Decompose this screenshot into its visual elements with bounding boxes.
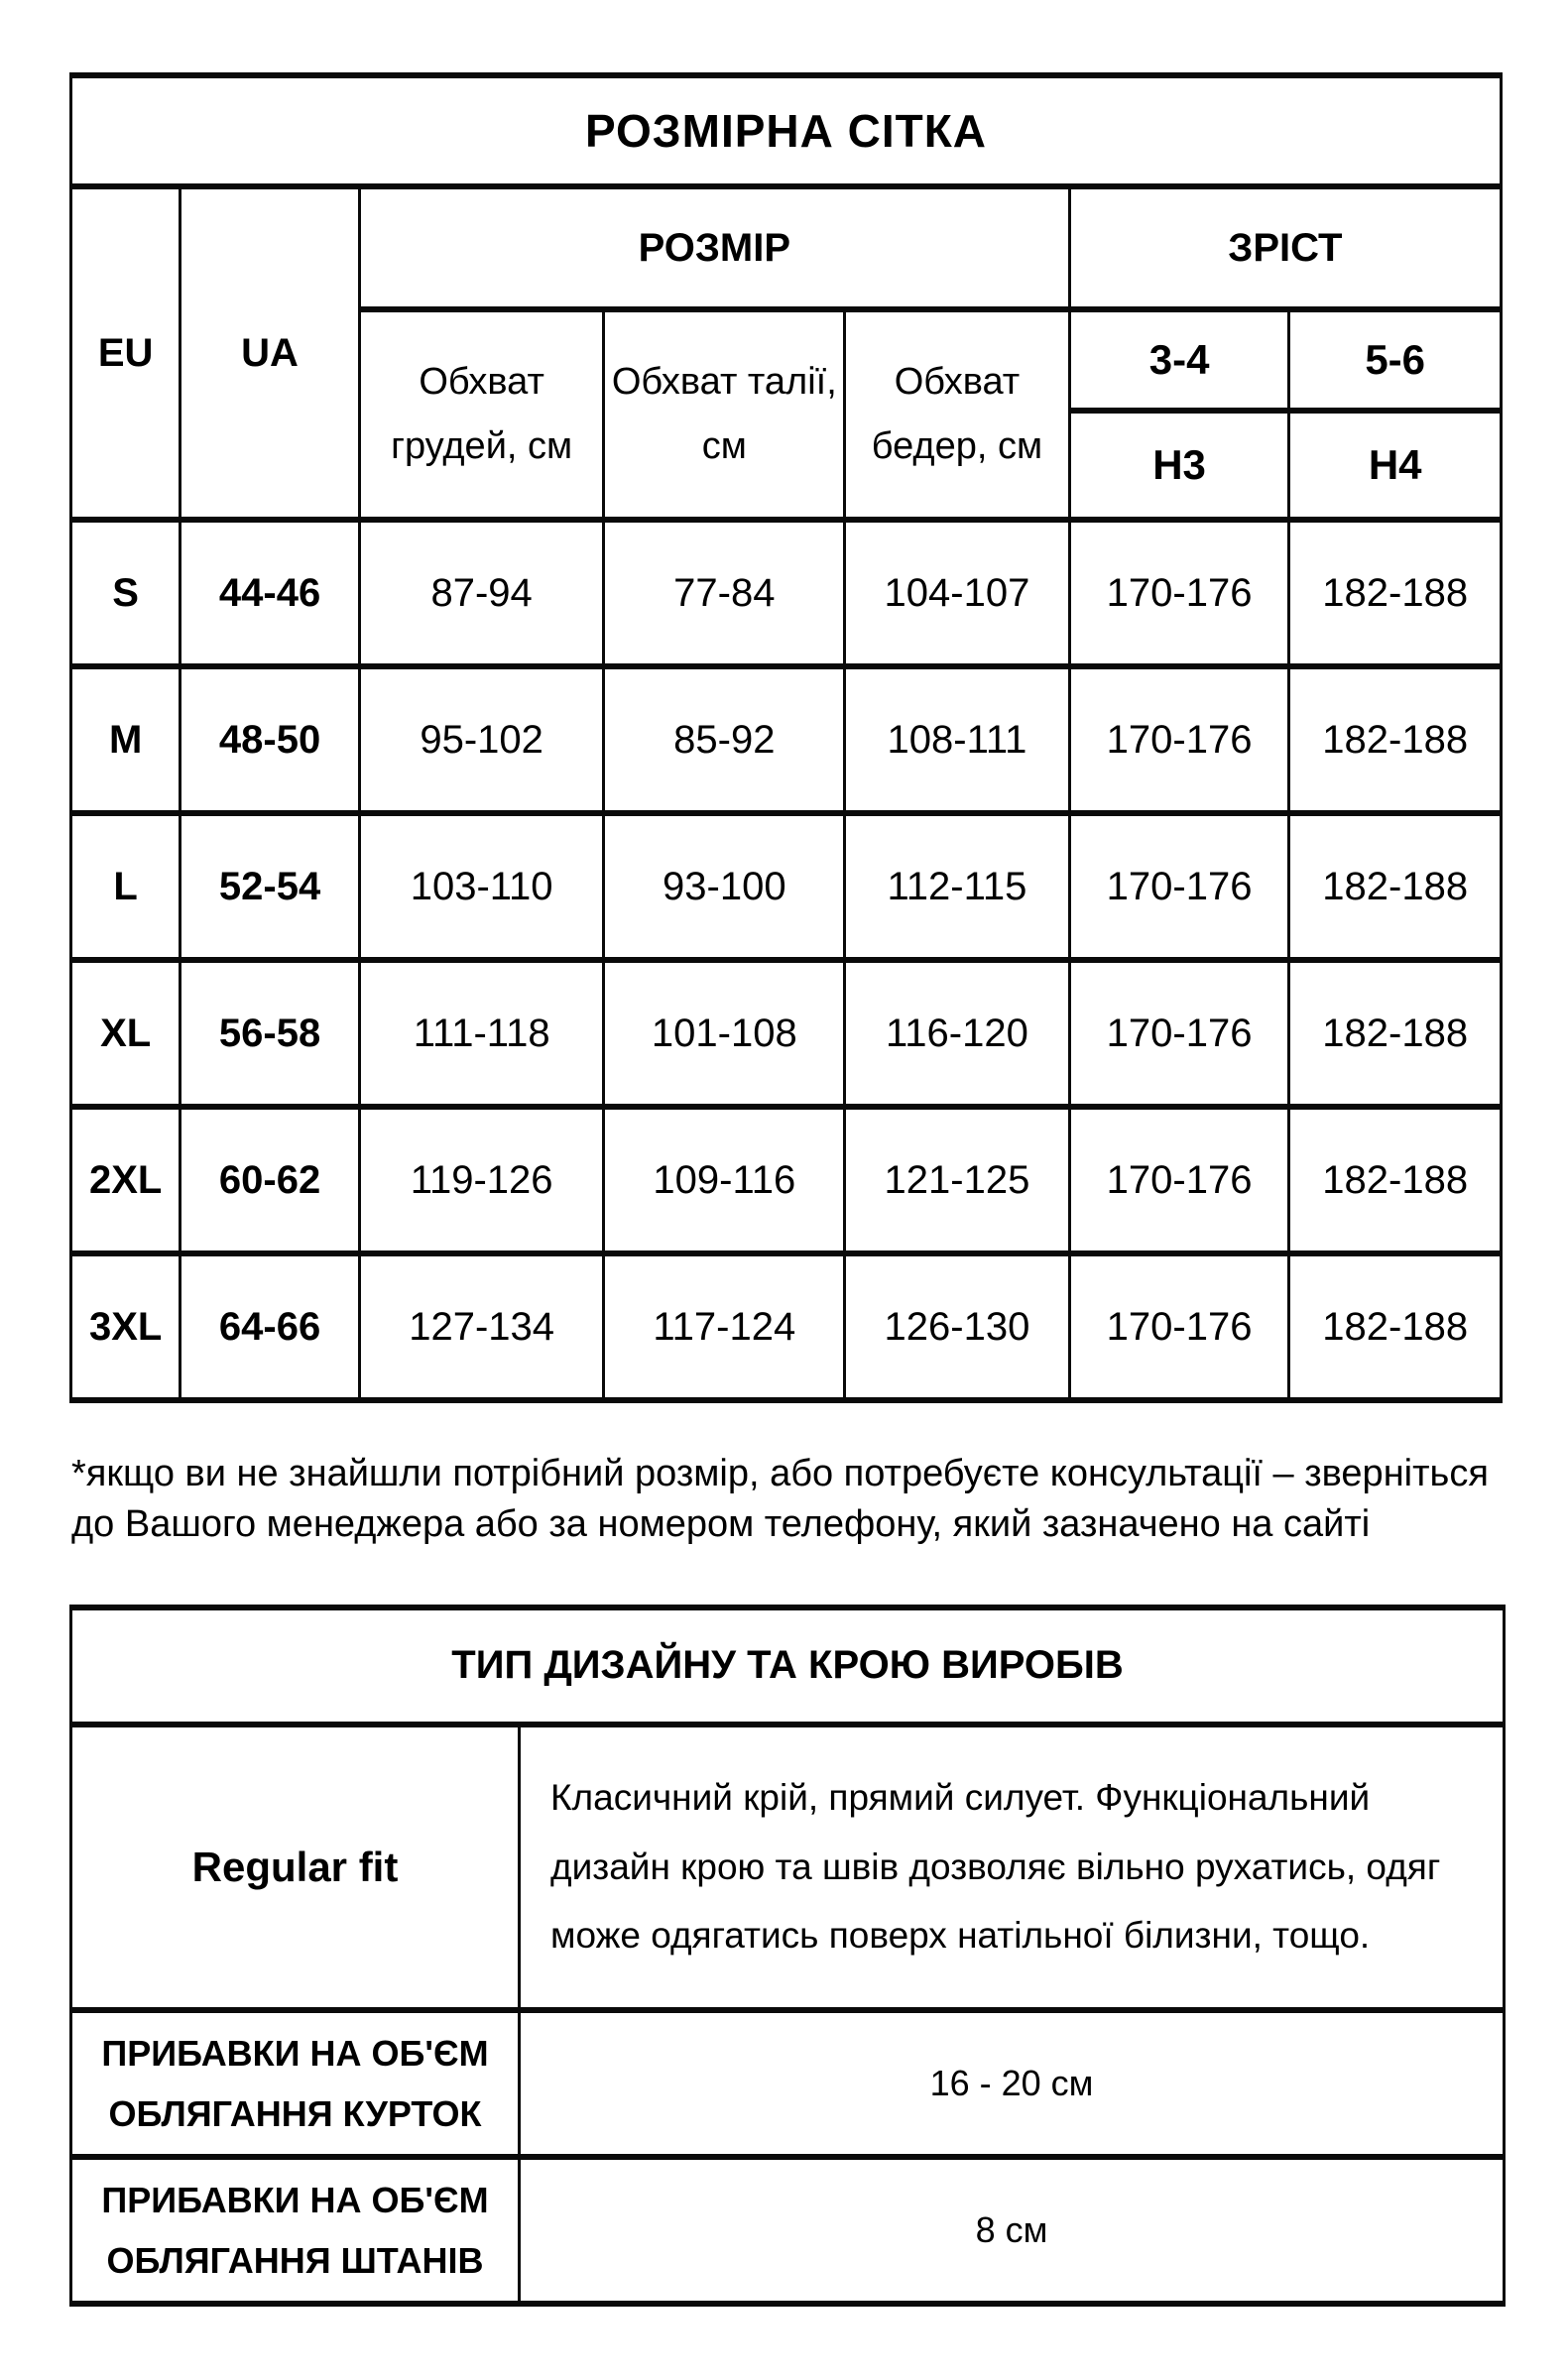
chest-cell: 127-134 <box>359 1253 604 1400</box>
jackets-allowance-value: 16 - 20 см <box>520 2010 1505 2157</box>
col-header-ua: UA <box>181 186 360 520</box>
size-table-title-row <box>71 75 1502 186</box>
design-table <box>69 1605 1506 2308</box>
eu-size-cell: XL <box>71 960 181 1107</box>
waist-cell: 109-116 <box>604 1107 845 1253</box>
size-row <box>71 1253 1502 1400</box>
height-h4-cell: 182-188 <box>1289 1107 1502 1253</box>
chest-cell: 87-94 <box>359 520 604 666</box>
height-h3-cell: 170-176 <box>1069 666 1289 813</box>
col-header-hips: Обхват бедер, см <box>845 309 1070 520</box>
height-h4-cell: 182-188 <box>1289 1253 1502 1400</box>
waist-cell: 93-100 <box>604 813 845 960</box>
col-header-waist: Обхват талії, см <box>604 309 845 520</box>
hips-cell: 104-107 <box>845 520 1070 666</box>
height-h3-cell: 170-176 <box>1069 1107 1289 1253</box>
size-table-title: РОЗМІРНА СІТКА <box>71 75 1502 186</box>
col-header-height-group: ЗРІСТ <box>1069 186 1501 309</box>
height-h4-cell: 182-188 <box>1289 666 1502 813</box>
hips-cell: 116-120 <box>845 960 1070 1107</box>
fit-type-row <box>71 1725 1505 2010</box>
col-header-chest: Обхват грудей, см <box>359 309 604 520</box>
waist-cell: 101-108 <box>604 960 845 1107</box>
col-header-age-5-6: 5-6 <box>1289 309 1502 411</box>
chest-cell: 103-110 <box>359 813 604 960</box>
jackets-allowance-label: ПРИБАВКИ НА ОБ'ЄМ ОБЛЯГАННЯ КУРТОК <box>71 2010 520 2157</box>
eu-size-cell: 2XL <box>71 1107 181 1253</box>
height-h3-cell: 170-176 <box>1069 813 1289 960</box>
height-h4-cell: 182-188 <box>1289 520 1502 666</box>
ua-size-cell: 64-66 <box>181 1253 360 1400</box>
waist-cell: 117-124 <box>604 1253 845 1400</box>
ua-size-cell: 44-46 <box>181 520 360 666</box>
eu-size-cell: 3XL <box>71 1253 181 1400</box>
pants-allowance-label: ПРИБАВКИ НА ОБ'ЄМ ОБЛЯГАННЯ ШТАНІВ <box>71 2157 520 2304</box>
eu-size-cell: M <box>71 666 181 813</box>
col-header-h4: Н4 <box>1289 411 1502 520</box>
chest-cell: 111-118 <box>359 960 604 1107</box>
size-table-group-header-row <box>71 186 1502 309</box>
size-row <box>71 960 1502 1107</box>
size-row <box>71 520 1502 666</box>
design-table-title: ТИП ДИЗАЙНУ ТА КРОЮ ВИРОБІВ <box>71 1607 1505 1725</box>
footnote-text: *якщо ви не знайшли потрібний розмір, або потребуєте консультації – зверніться до Вашого менеджера або за номером телефону, який зазначено на сайті <box>71 1453 1489 1546</box>
height-h4-cell: 182-188 <box>1289 960 1502 1107</box>
design-table-title-row <box>71 1607 1505 1725</box>
hips-cell: 112-115 <box>845 813 1070 960</box>
col-header-eu: EU <box>71 186 181 520</box>
size-row <box>71 813 1502 960</box>
col-header-size-group: РОЗМІР <box>359 186 1069 309</box>
ua-size-cell: 48-50 <box>181 666 360 813</box>
size-row <box>71 666 1502 813</box>
hips-cell: 126-130 <box>845 1253 1070 1400</box>
hips-cell: 108-111 <box>845 666 1070 813</box>
size-row <box>71 1107 1502 1253</box>
waist-cell: 77-84 <box>604 520 845 666</box>
fit-type-description: Класичний крій, прямий силует. Функціональний дизайн крою та швів дозволяє вільно рухатись, одяг може одягатись поверх натільної білизни, тощо. <box>520 1725 1505 2010</box>
eu-size-cell: S <box>71 520 181 666</box>
height-h3-cell: 170-176 <box>1069 1253 1289 1400</box>
hips-cell: 121-125 <box>845 1107 1070 1253</box>
fit-type-label: Regular fit <box>71 1725 520 2010</box>
pants-allowance-value: 8 см <box>520 2157 1505 2304</box>
ua-size-cell: 52-54 <box>181 813 360 960</box>
col-header-h3: Н3 <box>1069 411 1289 520</box>
jackets-allowance-row <box>71 2010 1505 2157</box>
ua-size-cell: 60-62 <box>181 1107 360 1253</box>
col-header-age-3-4: 3-4 <box>1069 309 1289 411</box>
height-h3-cell: 170-176 <box>1069 960 1289 1107</box>
height-h3-cell: 170-176 <box>1069 520 1289 666</box>
eu-size-cell: L <box>71 813 181 960</box>
pants-allowance-row <box>71 2157 1505 2304</box>
ua-size-cell: 56-58 <box>181 960 360 1107</box>
size-chart-table <box>69 72 1503 1403</box>
waist-cell: 85-92 <box>604 666 845 813</box>
chest-cell: 95-102 <box>359 666 604 813</box>
height-h4-cell: 182-188 <box>1289 813 1502 960</box>
chest-cell: 119-126 <box>359 1107 604 1253</box>
